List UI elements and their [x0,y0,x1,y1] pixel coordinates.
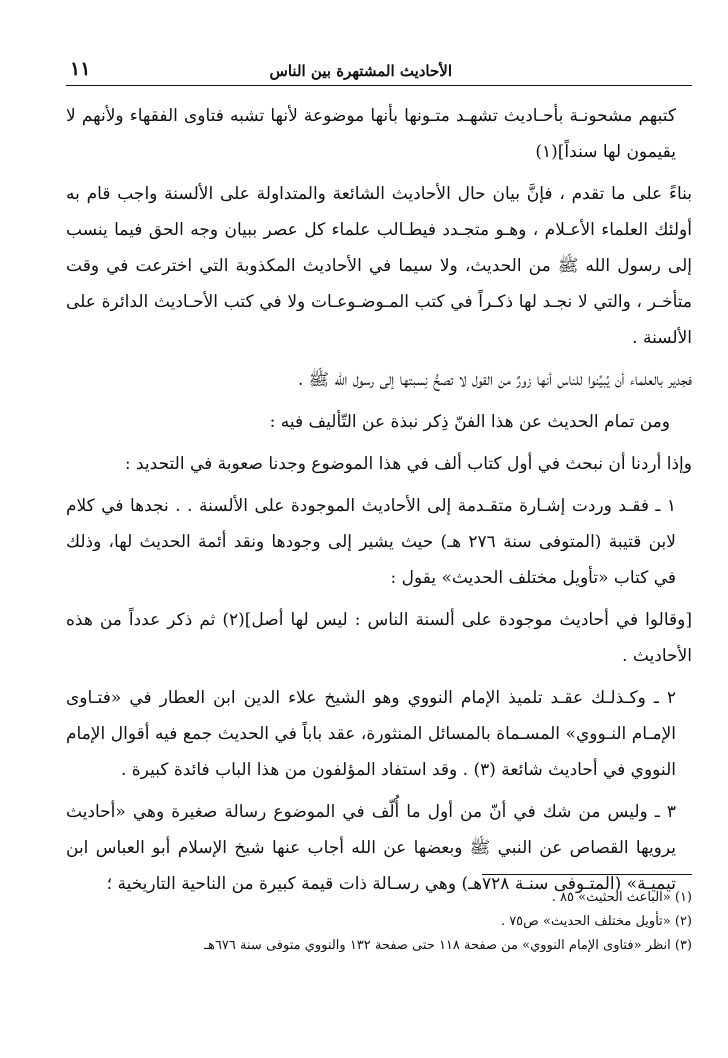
paragraph-scholars: فجدير بالعلماء أن يُبيِّنوا للناس أنها زورٌ من القول لا تصحُّ نِسبتها إلى رسول الله ﷺ . [297,370,692,390]
paragraph-intro: بناءً على ما تقدم ، فإنَّ بيان حال الأحاديث الشائعة والمتداولة على الألسنة واجب قام به أولئك العلماء الأعـلام ، وهـو متجـدد فيطـالب علماء كل عصر ببيان وجه الحق فيما ينسب إلى رسول الله ﷺ من الحديث، ولا سيما في الأحاديث المكذوبة التي اخترعت في وقت متأخـر ، والتي لا نجـد لها ذكـراً في كتب المـوضـوعـات ولا في كتب الأحـاديث الدائرة على الألسنة . [66,184,692,348]
footnote-2: (٢) «تأويل مختلف الحديث» ص٧٥ . [500,914,692,929]
paragraph-point-1: ١ ـ فقـد وردت إشـارة متقـدمة إلى الأحاديث الموجودة على الألسنة . . نجدها في كلام لابن قتيبة (المتوفى سنة ٢٧٦ هـ) حيث يشير إلى وجودها ونقد أئمة الحديث لها، وذلك في كتاب «تأويل مختلف الحديث» يقول : [66,496,676,588]
header-rule [66,85,692,86]
paragraph-point-2: ٢ ـ وكـذلـك عقـد تلميذ الإمام النووي وهو الشيخ علاء الدين ابن العطار في «فتـاوى الإمـام النـووي» المسـماة بالمسائل المنثورة، عقد باباً في الحديث جمع فيه أقوال الإمام النووي في أحاديث شائعة (٣) . وقد استفاد المؤلفون من هذا الباب فائدة كبيرة . [66,688,676,780]
footnotes [132,886,692,958]
paragraph-point-3: ٣ ـ وليس من شك في أنّ من أول ما أُلّف في الموضوع رسالة صغيرة وهي «أحاديث يرويها القصاص عن النبي ﷺ وبعضها عن الله أجاب عنها شيخ الإسلام أبو العباس ابن تيميـة» (المتـوفى سنـة ٧٢٨هـ) وهي رسـالة ذات قيمة كبيرة من الناحية التاريخية ؛ [66,802,676,894]
paragraph-authorship: ومن تمام الحديث عن هذا الفنّ ذِكر نبذة عن التّأليف فيه : [269,412,670,432]
main-text [66,98,692,908]
running-title: الأحاديث المشتهرة بين الناس [269,62,452,80]
footnote-rule [482,874,692,875]
footnote-3: (٣) انظر «فتاوى الإمام النووي» من صفحة ١١٨ حتى صفحة ١٣٢ والنووي متوفى سنة ٦٧٦هـ [204,938,692,953]
paragraph-first-book: وإذا أردنا أن نبحث في أول كتاب ألف في هذا الموضوع وجدنا صعوبة في التحديد : [124,454,692,474]
paragraph-quote: [وقالوا في أحاديث موجودة على ألسنة الناس : ليس لها أصل](٢) ثم ذكر عدداً من هذه الأحاديث . [66,610,692,666]
page-header [66,56,692,86]
footnote-1: (١) «الباعث الحثيث» ٨٥ . [551,890,692,905]
paragraph-continuation: كتبهم مشحونـة بأحـاديث تشهـد متـونها بأنها موضوعة لأنها تشبه فتاوى الفقهاء ولأنهم لا يقيمون لها سنداً](١) [66,106,676,162]
page-number: ١١ [70,58,91,80]
